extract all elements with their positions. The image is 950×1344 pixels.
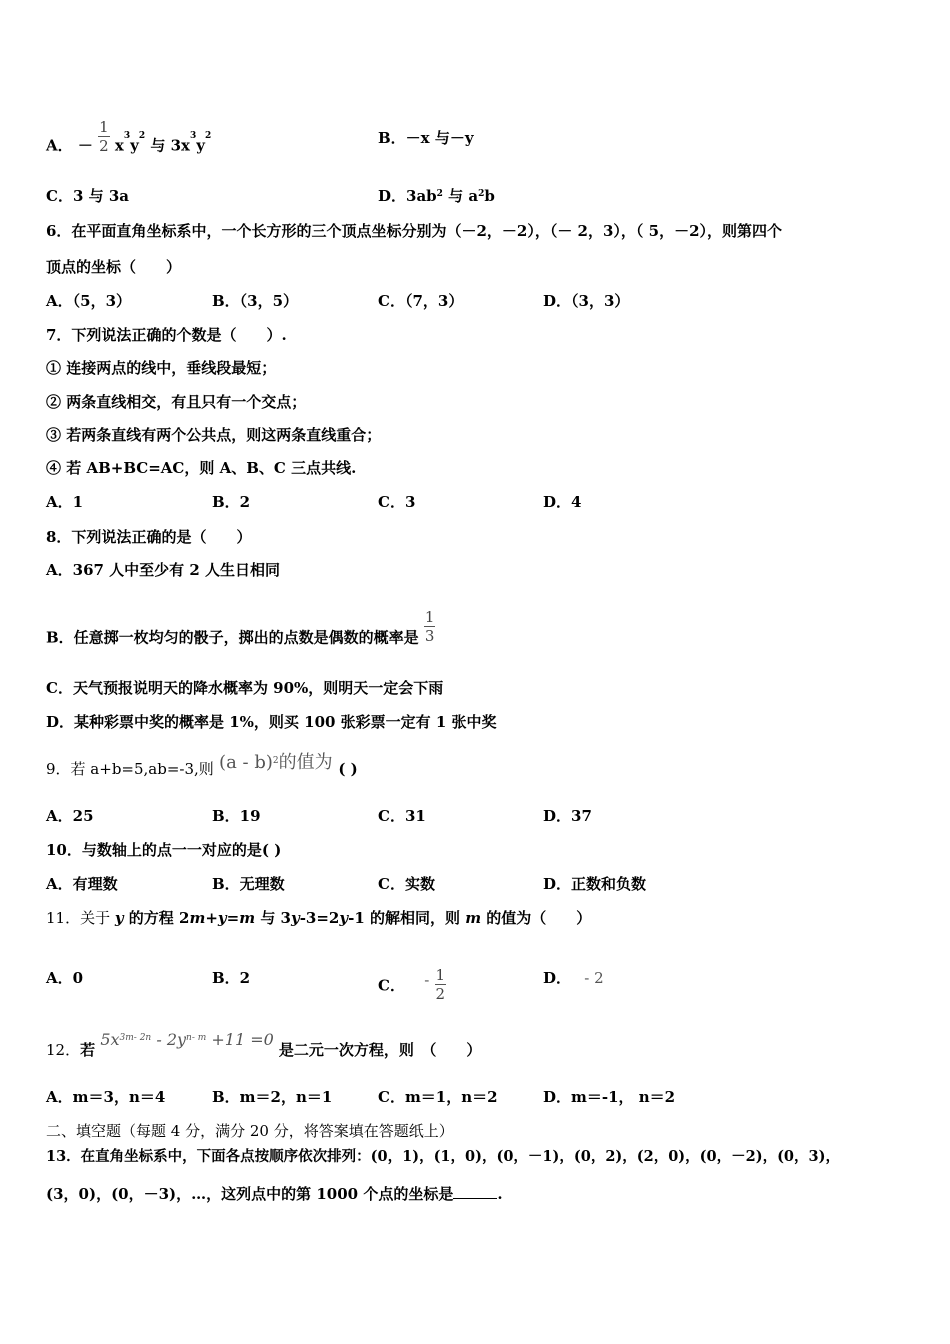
q5-option-a: A． － $\frac{1}{2}$ $x^3y^2$ 与 $3x^3y^2$	[46, 118, 212, 155]
q11-c-fraction: $\frac{1}{2}$	[435, 966, 446, 1003]
q9-option-c: C．31	[378, 807, 426, 825]
q6-stem-line2: 顶点的坐标（ ）	[46, 258, 182, 276]
q5-option-d: D．$3ab^2$ 与 $a^2b$	[378, 187, 495, 205]
q6-option-a: A．（5，3）	[46, 292, 132, 310]
section-title: 二、填空题（每题 4 分，满分 20 分，将答案填在答题纸上）	[46, 1122, 454, 1140]
q8-option-d: D．某种彩票中奖的概率是 1%，则买 100 张彩票一定有 1 张中奖	[46, 713, 497, 731]
q12-equation: $5x^{3m- 2n} - 2y^{n- m} +11 =0$	[100, 1030, 274, 1049]
q8-b-fraction: $\frac{1}{3}$	[424, 608, 435, 645]
q10-option-d: D．正数和负数	[543, 875, 647, 893]
q7-option-b: B．2	[212, 493, 251, 511]
q8-option-a: A．367 人中至少有 2 人生日相同	[46, 561, 281, 579]
q6-stem-line1: 6．在平面直角坐标系中，一个长方形的三个顶点坐标分别为（－2，－2），（－ 2，3），（ 5，－2），则第四个	[46, 222, 783, 240]
answer-blank[interactable]	[453, 1184, 497, 1199]
q11-option-c: C． - $\frac{1}{2}$	[378, 966, 446, 1003]
q12-option-d: D．m＝-1， n＝2	[543, 1088, 676, 1106]
q9-math-expression: (a - b)$^2$的值为	[219, 752, 333, 773]
q10-option-a: A．有理数	[46, 875, 118, 893]
q7-statement-1: ① 连接两点的线中，垂线段最短；	[46, 359, 277, 377]
q10-option-c: C．实数	[378, 875, 435, 893]
q11-option-d: D． - 2	[543, 969, 604, 987]
q6-option-c: C．（7，3）	[378, 292, 464, 310]
q6-option-b: B．（3，5）	[212, 292, 299, 310]
q12-option-c: C．m＝1，n＝2	[378, 1088, 498, 1106]
q8-stem: 8．下列说法正确的是（ ）	[46, 528, 252, 546]
q13-stem-line1: 13．在直角坐标系中，下面各点按顺序依次排列：(0，1)，(1，0)，(0，－1)，(0，2)，(2，0)，(0，－2)，(0，3)，	[46, 1148, 840, 1165]
q12-option-a: A．m＝3，n＝4	[46, 1088, 166, 1106]
q12-stem: 12．若 $5x^{3m- 2n} - 2y^{n- m} +11 =0$ 是二元一次方程，则 （ ）	[46, 1030, 482, 1059]
q6-option-d: D．（3，3）	[543, 292, 630, 310]
q5-option-c: C．3 与 3a	[46, 187, 129, 205]
q7-statement-2: ② 两条直线相交，有且只有一个交点；	[46, 393, 307, 411]
q9-option-d: D．37	[543, 807, 592, 825]
q11-option-b: B．2	[212, 969, 251, 987]
q13-stem-line2: (3，0)，(0，－3)，…，这列点中的第 1000 个点的坐标是 .	[46, 1185, 503, 1203]
q7-option-a: A．1	[46, 493, 84, 511]
q9-stem: 9．若 a+b=5,ab=-3,则 (a - b)$^2$的值为 ( )	[46, 752, 358, 778]
q11-option-a: A．0	[46, 969, 84, 987]
q7-option-c: C．3	[378, 493, 416, 511]
q7-statement-3: ③ 若两条直线有两个公共点，则这两条直线重合；	[46, 426, 382, 444]
q7-stem: 7．下列说法正确的个数是（ ）.	[46, 326, 287, 344]
q9-option-a: A．25	[46, 807, 94, 825]
q5-option-b: B．－x 与－y	[378, 129, 474, 147]
q10-option-b: B．无理数	[212, 875, 285, 893]
q7-statement-4: ④ 若 AB+BC=AC，则 A、B、C 三点共线.	[46, 459, 357, 477]
q7-option-d: D．4	[543, 493, 582, 511]
q8-option-c: C．天气预报说明天的降水概率为 90%，则明天一定会下雨	[46, 679, 444, 697]
q8-option-b: B．任意掷一枚均匀的骰子，掷出的点数是偶数的概率是 $\frac{1}{3}$	[46, 608, 435, 647]
q5-a-fraction: $\frac{1}{2}$	[99, 118, 109, 155]
q9-option-b: B．19	[212, 807, 261, 825]
q11-stem: 11．关于 y 的方程 2m+y=m 与 3y-3=2y-1 的解相同，则 m 的值为（ ）	[46, 909, 592, 927]
q10-stem: 10．与数轴上的点一一对应的是( )	[46, 841, 282, 859]
q12-option-b: B．m＝2，n＝1	[212, 1088, 333, 1106]
